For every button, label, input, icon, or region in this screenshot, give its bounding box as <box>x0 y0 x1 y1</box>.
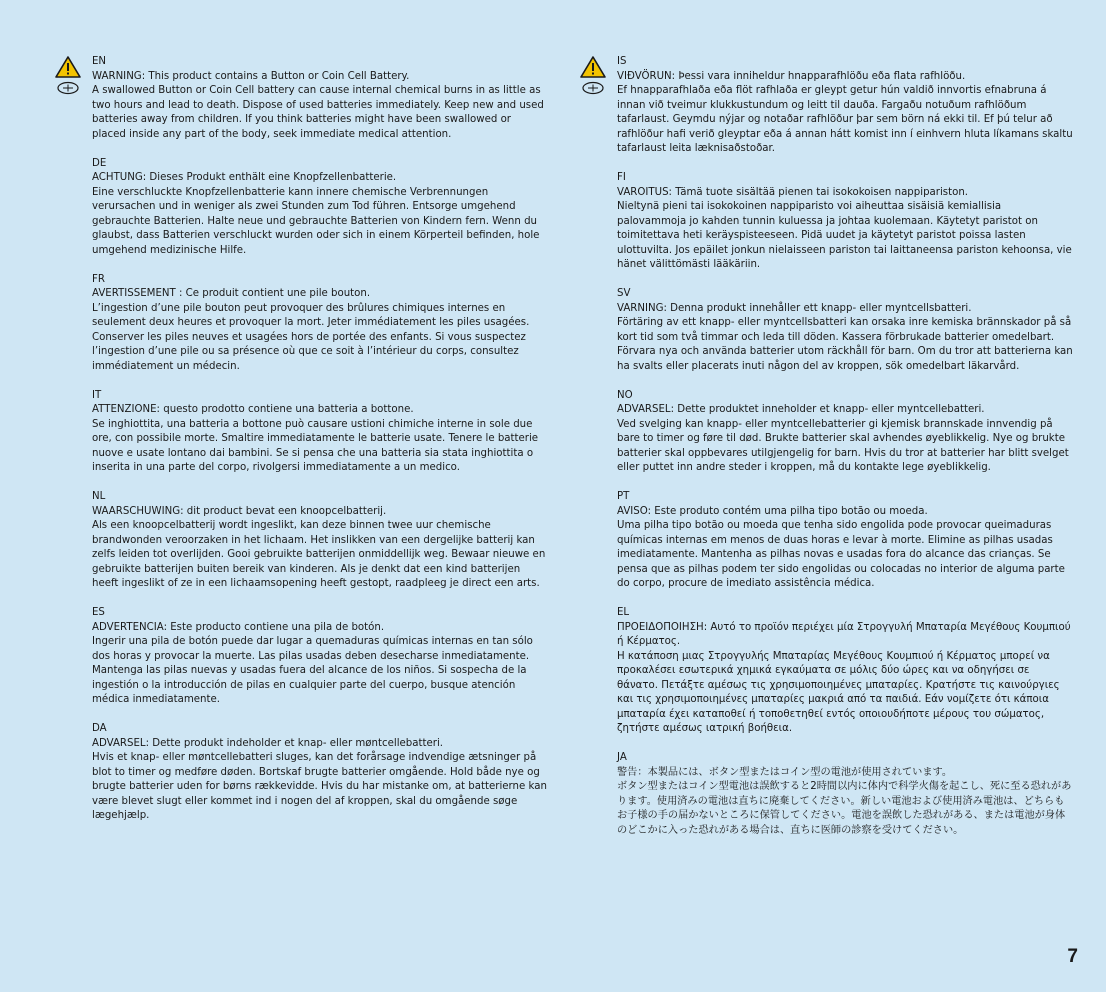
warning-block-pt <box>617 490 1073 592</box>
warning-heading: ACHTUNG: Dieses Produkt enthält eine Knopfzellenbatterie. <box>92 172 397 183</box>
language-code: EN <box>92 56 107 67</box>
warning-block-it <box>92 389 548 476</box>
language-code: NO <box>617 389 633 401</box>
warning-block-es <box>92 606 548 708</box>
warning-block-ja <box>617 751 1073 838</box>
warning-heading: WARNING: This product contains a Button or Coin Cell Battery. <box>92 70 410 82</box>
language-code: JA <box>617 752 627 763</box>
warning-heading: ADVARSEL: Dette produkt indeholder et knap- eller møntcellebatteri. <box>92 737 444 749</box>
warning-block-el <box>617 606 1073 737</box>
language-code: SV <box>617 288 631 299</box>
warning-heading: VIÐVÖRUN: Þessi vara inniheldur hnapparafhlöðu eða flata rafhlöðu. <box>617 70 966 82</box>
warning-block-da <box>92 722 548 824</box>
warning-heading: AVERTISSEMENT : Ce produit contient une pile bouton. <box>92 288 371 299</box>
warning-heading: ADVERTENCIA: Este producto contiene una pila de botón. <box>92 621 385 633</box>
warning-block-is <box>617 55 1073 157</box>
warning-heading: VAROITUS: Tämä tuote sisältää pienen tai isokokoisen nappipariston. <box>617 186 969 198</box>
warning-body: Hvis et knap- eller møntcellebatteri sluges, kan det forårsage indvendige ætsninger på blot to timer og medføre døden. Bortskaf brugte batterier omgående. Hold både nye og brugte batterier uden for børns rækkevidde. Hvis du har mistanke om, at batterierne kan være blevet slugt eller kommet ind i nogen del af kroppen, skal du omgående søge lægehjælp. <box>92 752 547 821</box>
right-column <box>617 55 1073 853</box>
language-code: FI <box>617 172 626 183</box>
warning-body: ボタン型またはコイン型電池は誤飲すると2時間以内に体内で科学火傷を起こし、死に至る恐れがあります。使用済みの電池は直ちに廃棄してください。新しい電池および使用済み電池は、どちらもお子様の手の届かないところに保管してください。電池を誤飲した恐れがある、または電池が身体のどこかに入った恐れがある場合は、直ちに医師の診察を受けてください。 <box>617 781 1072 836</box>
language-code: IT <box>92 389 102 401</box>
language-code: ES <box>92 607 105 618</box>
warning-block-de <box>92 157 548 259</box>
warning-heading: ATTENZIONE: questo prodotto contiene una batteria a bottone. <box>92 404 414 415</box>
warning-heading: 警告：本製品には、ボタン型またはコイン型の電池が使用されています。 <box>617 766 953 778</box>
warning-body: Förtäring av ett knapp- eller myntcellsbatteri kan orsaka inre kemiska brännskador på så kort tid som två timmar och leda till döden. Kassera förbrukade batterier omedelbart. Förvara nya och använda batterier utom räckhåll för barn. Om du tror att batterierna kan ha svalts eller placerats inuti någon del av kroppen, sök omedelbart läkarvård. <box>617 317 1073 372</box>
warning-heading: ΠΡΟΕΙΔΟΠΟΙΗΣΗ: Αυτό το προϊόν περιέχει μία Στρογγυλή Μπαταρία Μεγέθους Κουμπιού ή Κέρματος. <box>617 621 1071 647</box>
warning-heading: WAARSCHUWING: dit product bevat een knoopcelbatterij. <box>92 505 387 517</box>
warning-heading: VARNING: Denna produkt innehåller ett knapp- eller myntcellsbatteri. <box>617 302 972 314</box>
warning-block-no <box>617 389 1073 476</box>
left-column <box>92 55 548 838</box>
warning-body: Als een knoopcelbatterij wordt ingeslikt, kan deze binnen twee uur chemische brandwonden veroorzaken in het lichaam. Het inslikken van een dergelijke batterij kan zelfs leiden tot overlijden. Gooi gebruikte batterijen onmiddellijk weg. Bewaar nieuwe en gebruikte batterijen buiten bereik van kinderen. Als je denkt dat een kind batterijen heeft ingeslikt of ze in een lichaamsopening heeft gestopt, raadpleeg je direct een arts. <box>92 520 546 589</box>
language-code: IS <box>617 56 627 67</box>
warning-heading: AVISO: Este produto contém uma pilha tipo botão ou moeda. <box>617 505 928 517</box>
warning-icons-right <box>579 55 607 97</box>
warning-body: Ef hnapparafhlaða eða flöt rafhlaða er gleypt getur hún valdið innvortis efnabruna á innan við tveimur klukkustundum og leitt til dauða. Fargaðu notuðum rafhlöðum tafarlaust. Geymdu nýjar og notaðar rafhlöður þar sem börn ná ekki til. Ef þú telur að rafhlöður hafi verið gleyptar eða á annan hátt komist inn í einhvern hluta líkamans skaltu tafarlaust leita læknisaðstoðar. <box>617 85 1073 154</box>
warning-body: Ingerir una pila de botón puede dar lugar a quemaduras químicas internas en tan sólo dos horas y provocar la muerte. Las pilas usadas deben desecharse inmediatamente. Mantenga las pilas nuevas y usadas fuera del alcance de los niños. Si sospecha de la ingestión o la introducción de pilas en cualquier parte del cuerpo, busque atención médica inmediatamente. <box>92 636 533 705</box>
warning-icons-left <box>54 55 82 97</box>
warning-block-en <box>92 55 548 142</box>
warning-triangle-icon <box>579 55 607 97</box>
language-code: DE <box>92 157 107 169</box>
warning-body: A swallowed Button or Coin Cell battery can cause internal chemical burns in as little as two hours and lead to death. Dispose of used batteries immediately. Keep new and used batteries away from children. If you think batteries might have been swallowed or placed inside any part of the body, seek immediate medical attention. <box>92 85 544 140</box>
warning-body: Ved svelging kan knapp- eller myntcellebatterier gi kjemisk brannskade innvendig på bare to timer og føre til død. Brukte batterier skal avhendes øyeblikkelig. Nye og brukte batterier skal oppbevares utilgjengelig for barn. Hvis du tror at batterier har blitt svelget eller puttet inn andre steder i kroppen, må du kontakte lege øyeblikkelig. <box>617 418 1069 473</box>
warning-block-fi <box>617 171 1073 273</box>
warning-heading: ADVARSEL: Dette produktet inneholder et knapp- eller myntcellebatteri. <box>617 404 985 415</box>
language-code: FR <box>92 273 105 285</box>
language-code: DA <box>92 723 107 734</box>
warning-body: Η κατάποση μιας Στρογγυλής Μπαταρίας Μεγέθους Κουμπιού ή Κέρματος μπορεί να προκαλέσει εσωτερικά χημικά εγκαύματα σε μόλις δύο ώρες και να οδηγήσει σε θάνατο. Πετάξτε αμέσως τις χρησιμοποιημένες μπαταρίες. Κρατήστε τις καινούργιες και τις χρησιμοποιημένες μπαταρίες μακριά από τα παιδιά. Εάν νομίζετε ότι κάποια μπαταρία έχει καταποθεί ή τοποθετηθεί εντός οποιουδήποτε μέρους του σώματος, ζητήστε αμέσως ιατρική βοήθεια. <box>617 650 1060 734</box>
warning-body: Se inghiottita, una batteria a bottone può causare ustioni chimiche interne in sole due ore, con possibile morte. Smaltire immediatamente le batterie usate. Tenere le batterie nuove e usate lontano dai bambini. Se si pensa che una batteria sia stata inghiottita o inserita in una parte del corpo, rivolgersi immediatamente a un medico. <box>92 418 539 473</box>
page-number: 7 <box>1067 946 1078 967</box>
warning-block-nl <box>92 490 548 592</box>
warning-triangle-icon <box>54 55 82 97</box>
language-code: EL <box>617 607 630 618</box>
warning-body: L’ingestion d’une pile bouton peut provoquer des brûlures chimiques internes en seulement deux heures et provoquer la mort. Jeter immédiatement les piles usagées. Conserver les piles neuves et usagées hors de portée des enfants. Si vous suspectez l’ingestion d’une pile ou sa présence où que ce soit à l’intérieur du corps, consultez immédiatement un médecin. <box>92 302 530 372</box>
warning-body: Eine verschluckte Knopfzellenbatterie kann innere chemische Verbrennungen verursachen und in weniger als zwei Stunden zum Tod führen. Entsorge umgehend gebrauchte Batterien. Halte neue und gebrauchte Batterien von Kindern fern. Wenn du glaubst, dass Batterien verschluckt wurden oder sich in einem Körperteil befinden, hole umgehend medizinische Hilfe. <box>92 186 540 256</box>
warning-block-fr <box>92 273 548 375</box>
language-code: NL <box>92 491 106 502</box>
warning-body: Uma pilha tipo botão ou moeda que tenha sido engolida pode provocar queimaduras químicas internas em menos de duas horas e levar à morte. Elimine as pilhas usadas imediatamente. Mantenha as pilhas novas e usadas fora do alcance das crianças. Se pensa que as pilhas podem ter sido engolidas ou colocadas no interior de alguma parte do corpo, procure de imediato assistência médica. <box>617 520 1065 589</box>
warning-body: Nieltynä pieni tai isokokoinen nappiparisto voi aiheuttaa sisäisiä kemiallisia palovammoja jo kahden tunnin kuluessa ja johtaa kuolemaan. Käytetyt paristot on toimitettava heti keräyspisteeseen. Pidä uudet ja käytetyt paristot poissa lasten ulottuvilta. Jos epäilet jonkun nielaisseen pariston tai laittaneensa pariston kehoonsa, vie hänet välittömästi lääkäriin. <box>617 201 1072 270</box>
warning-block-sv <box>617 287 1073 374</box>
language-code: PT <box>617 491 630 502</box>
